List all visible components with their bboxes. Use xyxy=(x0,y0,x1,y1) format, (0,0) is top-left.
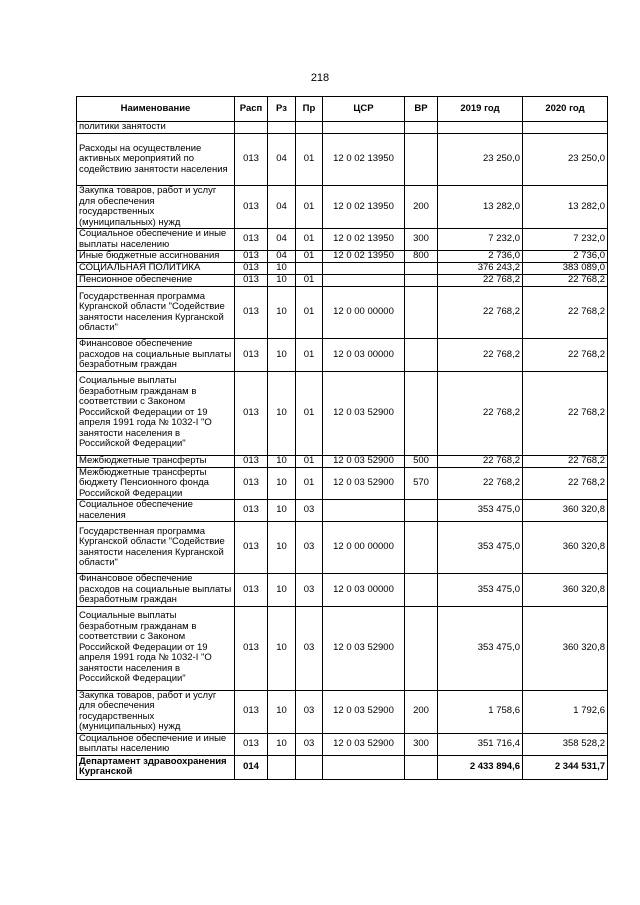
cell-2020: 22 768,2 xyxy=(523,287,608,339)
cell-2019: 376 243,2 xyxy=(438,263,523,275)
cell-name: Межбюджетные трансферты xyxy=(77,455,235,467)
cell-rz: 04 xyxy=(268,186,296,229)
header-csr: ЦСР xyxy=(323,97,405,122)
cell-2019: 7 232,0 xyxy=(438,229,523,251)
table-row xyxy=(77,287,608,339)
cell-rasp: 013 xyxy=(235,733,268,755)
table-row xyxy=(77,275,608,287)
cell-name: Межбюджетные трансферты бюджету Пенсионного фонда Российской Федерации xyxy=(77,467,235,500)
cell-csr: 12 0 03 52900 xyxy=(323,467,405,500)
cell-vr: 300 xyxy=(405,229,438,251)
cell-2020: 360 320,8 xyxy=(523,522,608,574)
cell-csr: 12 0 02 13950 xyxy=(323,229,405,251)
cell-name: Департамент здравоохранения Курганской xyxy=(77,755,235,779)
cell-2019: 22 768,2 xyxy=(438,339,523,372)
cell-csr: 12 0 03 00000 xyxy=(323,574,405,607)
table-row xyxy=(77,522,608,574)
cell-2019: 353 475,0 xyxy=(438,606,523,690)
cell-name: Пенсионное обеспечение xyxy=(77,275,235,287)
cell-2020: 2 344 531,7 xyxy=(523,755,608,779)
cell-rz: 10 xyxy=(268,500,296,522)
cell-pr: 03 xyxy=(296,690,323,733)
cell-pr: 01 xyxy=(296,371,323,455)
cell-2019: 353 475,0 xyxy=(438,522,523,574)
cell-rasp: 013 xyxy=(235,606,268,690)
cell-csr: 12 0 03 52900 xyxy=(323,690,405,733)
table-row xyxy=(77,229,608,251)
cell-rasp: 013 xyxy=(235,251,268,263)
cell-rz: 10 xyxy=(268,371,296,455)
table-row xyxy=(77,134,608,186)
cell-vr xyxy=(405,371,438,455)
table-row xyxy=(77,186,608,229)
cell-csr: 12 0 03 52900 xyxy=(323,371,405,455)
cell-rz: 10 xyxy=(268,339,296,372)
cell-csr: 12 0 03 52900 xyxy=(323,455,405,467)
cell-2020: 22 768,2 xyxy=(523,455,608,467)
table-row xyxy=(77,122,608,134)
cell-2020: 22 768,2 xyxy=(523,339,608,372)
cell-2019: 2 736,0 xyxy=(438,251,523,263)
cell-pr xyxy=(296,755,323,779)
cell-2019: 22 768,2 xyxy=(438,275,523,287)
cell-2019: 22 768,2 xyxy=(438,371,523,455)
header-rasp: Расп xyxy=(235,97,268,122)
cell-name: Государственная программа Курганской области "Содействие занятости населения Курганской области" xyxy=(77,522,235,574)
cell-rasp: 013 xyxy=(235,275,268,287)
header-vr: ВР xyxy=(405,97,438,122)
cell-pr: 03 xyxy=(296,500,323,522)
cell-2020: 1 792,6 xyxy=(523,690,608,733)
cell-pr: 01 xyxy=(296,287,323,339)
cell-pr: 01 xyxy=(296,339,323,372)
cell-name: Расходы на осуществление активных мероприятий по содействию занятости населения xyxy=(77,134,235,186)
cell-rz: 10 xyxy=(268,287,296,339)
cell-vr xyxy=(405,339,438,372)
cell-csr: 12 0 00 00000 xyxy=(323,287,405,339)
cell-csr xyxy=(323,500,405,522)
cell-rz: 10 xyxy=(268,275,296,287)
cell-rz: 04 xyxy=(268,229,296,251)
cell-csr xyxy=(323,755,405,779)
cell-name: Социальное обеспечение и иные выплаты населению xyxy=(77,733,235,755)
header-pr: Пр xyxy=(296,97,323,122)
table-header-row xyxy=(77,97,608,122)
cell-vr: 200 xyxy=(405,186,438,229)
cell-csr: 12 0 03 52900 xyxy=(323,606,405,690)
cell-rz: 10 xyxy=(268,263,296,275)
cell-vr xyxy=(405,500,438,522)
cell-vr xyxy=(405,574,438,607)
cell-csr xyxy=(323,263,405,275)
cell-rasp: 013 xyxy=(235,690,268,733)
cell-pr: 03 xyxy=(296,574,323,607)
cell-csr: 12 0 00 00000 xyxy=(323,522,405,574)
cell-rasp: 013 xyxy=(235,263,268,275)
cell-2020: 7 232,0 xyxy=(523,229,608,251)
cell-csr: 12 0 03 00000 xyxy=(323,339,405,372)
cell-rasp: 013 xyxy=(235,186,268,229)
cell-rasp: 013 xyxy=(235,467,268,500)
cell-name: Финансовое обеспечение расходов на социальные выплаты безработным граждан xyxy=(77,339,235,372)
cell-rasp: 013 xyxy=(235,229,268,251)
cell-rz: 10 xyxy=(268,574,296,607)
cell-2019: 13 282,0 xyxy=(438,186,523,229)
cell-2020: 22 768,2 xyxy=(523,467,608,500)
cell-2019: 22 768,2 xyxy=(438,455,523,467)
cell-pr: 01 xyxy=(296,229,323,251)
cell-rz: 10 xyxy=(268,467,296,500)
cell-pr: 01 xyxy=(296,467,323,500)
cell-rasp: 013 xyxy=(235,371,268,455)
cell-rz: 10 xyxy=(268,733,296,755)
cell-2020: 22 768,2 xyxy=(523,275,608,287)
header-name: Наименование xyxy=(77,97,235,122)
cell-csr: 12 0 02 13950 xyxy=(323,186,405,229)
cell-vr xyxy=(405,287,438,339)
cell-2019: 22 768,2 xyxy=(438,287,523,339)
cell-rz xyxy=(268,122,296,134)
cell-rz xyxy=(268,755,296,779)
cell-pr: 01 xyxy=(296,134,323,186)
cell-pr: 01 xyxy=(296,251,323,263)
cell-rasp: 013 xyxy=(235,455,268,467)
cell-vr: 570 xyxy=(405,467,438,500)
table-row xyxy=(77,574,608,607)
cell-name: политики занятости xyxy=(77,122,235,134)
cell-pr: 03 xyxy=(296,522,323,574)
header-rz: Рз xyxy=(268,97,296,122)
cell-rz: 04 xyxy=(268,134,296,186)
cell-csr: 12 0 02 13950 xyxy=(323,251,405,263)
cell-vr xyxy=(405,522,438,574)
cell-pr: 01 xyxy=(296,455,323,467)
cell-rz: 10 xyxy=(268,606,296,690)
cell-2020: 358 528,2 xyxy=(523,733,608,755)
cell-vr xyxy=(405,606,438,690)
cell-pr: 03 xyxy=(296,606,323,690)
cell-name: Социальное обеспечение и иные выплаты населению xyxy=(77,229,235,251)
cell-2020 xyxy=(523,122,608,134)
cell-pr: 03 xyxy=(296,733,323,755)
table-row xyxy=(77,606,608,690)
table-row xyxy=(77,371,608,455)
table-row xyxy=(77,733,608,755)
cell-2019: 23 250,0 xyxy=(438,134,523,186)
cell-rasp: 013 xyxy=(235,500,268,522)
budget-table xyxy=(76,96,608,780)
cell-rasp: 013 xyxy=(235,134,268,186)
table-row xyxy=(77,251,608,263)
cell-rz: 10 xyxy=(268,455,296,467)
cell-pr: 01 xyxy=(296,186,323,229)
cell-rasp: 013 xyxy=(235,339,268,372)
cell-2020: 22 768,2 xyxy=(523,371,608,455)
cell-pr: 01 xyxy=(296,275,323,287)
cell-rasp xyxy=(235,122,268,134)
cell-name: Социальные выплаты безработным гражданам в соответствии с Законом Российской Федерации от 19 апреля 1991 года № 1032-I "О занятости населения в Российской Федерации" xyxy=(77,606,235,690)
cell-2019: 351 716,4 xyxy=(438,733,523,755)
table-row xyxy=(77,755,608,779)
table-row xyxy=(77,455,608,467)
cell-name: Закупка товаров, работ и услуг для обеспечения государственных (муниципальных) нужд xyxy=(77,690,235,733)
cell-name: Закупка товаров, работ и услуг для обеспечения государственных (муниципальных) нужд xyxy=(77,186,235,229)
cell-name: Государственная программа Курганской области "Содействие занятости населения Курганской области" xyxy=(77,287,235,339)
cell-2019: 22 768,2 xyxy=(438,467,523,500)
cell-vr: 300 xyxy=(405,733,438,755)
cell-2020: 360 320,8 xyxy=(523,500,608,522)
cell-2020: 13 282,0 xyxy=(523,186,608,229)
header-2019: 2019 год xyxy=(438,97,523,122)
cell-vr: 500 xyxy=(405,455,438,467)
cell-csr xyxy=(323,275,405,287)
cell-vr xyxy=(405,755,438,779)
cell-rasp: 013 xyxy=(235,522,268,574)
cell-csr: 12 0 03 52900 xyxy=(323,733,405,755)
cell-vr: 200 xyxy=(405,690,438,733)
cell-csr xyxy=(323,122,405,134)
cell-name: Социальные выплаты безработным гражданам в соответствии с Законом Российской Федерации от 19 апреля 1991 года № 1032-I "О занятости населения в Российской Федерации" xyxy=(77,371,235,455)
cell-2019: 2 433 894,6 xyxy=(438,755,523,779)
cell-name: СОЦИАЛЬНАЯ ПОЛИТИКА xyxy=(77,263,235,275)
table-row xyxy=(77,690,608,733)
cell-vr xyxy=(405,263,438,275)
cell-2019 xyxy=(438,122,523,134)
header-2020: 2020 год xyxy=(523,97,608,122)
table-row xyxy=(77,339,608,372)
cell-2019: 353 475,0 xyxy=(438,500,523,522)
cell-pr xyxy=(296,263,323,275)
cell-vr xyxy=(405,134,438,186)
cell-2020: 23 250,0 xyxy=(523,134,608,186)
cell-vr: 800 xyxy=(405,251,438,263)
page-number: 218 xyxy=(310,72,330,84)
cell-2020: 360 320,8 xyxy=(523,606,608,690)
cell-name: Социальное обеспечение населения xyxy=(77,500,235,522)
cell-vr xyxy=(405,275,438,287)
cell-2020: 2 736,0 xyxy=(523,251,608,263)
cell-rasp: 014 xyxy=(235,755,268,779)
cell-rasp: 013 xyxy=(235,574,268,607)
cell-2020: 383 089,0 xyxy=(523,263,608,275)
table-row xyxy=(77,263,608,275)
cell-rz: 10 xyxy=(268,522,296,574)
cell-vr xyxy=(405,122,438,134)
cell-2020: 360 320,8 xyxy=(523,574,608,607)
cell-2019: 1 758,6 xyxy=(438,690,523,733)
cell-name: Финансовое обеспечение расходов на социальные выплаты безработным граждан xyxy=(77,574,235,607)
table-row xyxy=(77,500,608,522)
cell-csr: 12 0 02 13950 xyxy=(323,134,405,186)
cell-name: Иные бюджетные ассигнования xyxy=(77,251,235,263)
cell-rz: 10 xyxy=(268,690,296,733)
cell-2019: 353 475,0 xyxy=(438,574,523,607)
cell-pr xyxy=(296,122,323,134)
cell-rasp: 013 xyxy=(235,287,268,339)
cell-rz: 04 xyxy=(268,251,296,263)
table-row xyxy=(77,467,608,500)
